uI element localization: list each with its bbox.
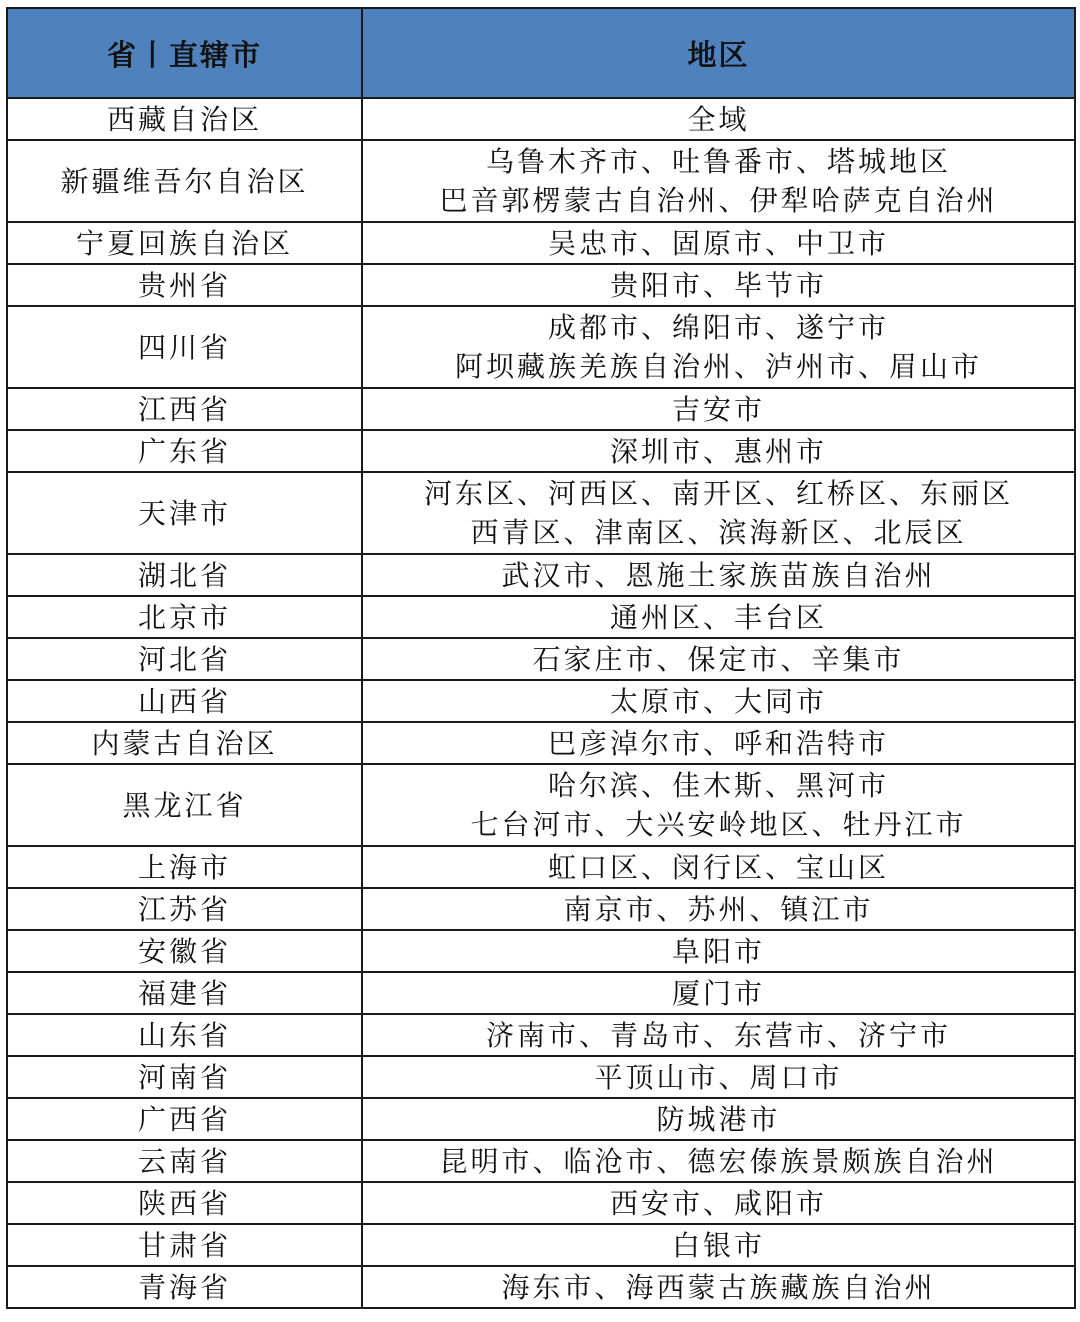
table-row	[7, 888, 1075, 930]
region-cell	[362, 930, 1075, 972]
region-line: 河东区、河西区、南开区、红桥区、东丽区	[423, 477, 1013, 510]
region-line: 武汉市、恩施土家族苗族自治州	[501, 558, 936, 592]
table-row	[7, 430, 1075, 472]
region-line: 虹口区、闵行区、宝山区	[547, 850, 889, 884]
region-cell	[362, 98, 1075, 140]
region-line: 海东市、海西蒙古族藏族自治州	[501, 1270, 936, 1304]
province-cell: 西藏自治区	[7, 98, 362, 140]
region-cell	[362, 722, 1075, 764]
region-cell	[362, 140, 1075, 222]
province-cell: 山东省	[7, 1014, 362, 1056]
table-row	[7, 306, 1075, 388]
region-cell	[362, 264, 1075, 306]
province-cell: 新疆维吾尔自治区	[7, 140, 362, 222]
table-row	[7, 472, 1075, 554]
region-line: 哈尔滨、佳木斯、黑河市	[547, 769, 889, 802]
table-row	[7, 680, 1075, 722]
province-cell: 江西省	[7, 388, 362, 430]
region-line: 乌鲁木齐市、吐鲁番市、塔城地区	[485, 145, 951, 178]
region-cell	[362, 1182, 1075, 1224]
table-row	[7, 140, 1075, 222]
table-body	[7, 98, 1075, 1308]
region-cell	[362, 554, 1075, 596]
table-row	[7, 1098, 1075, 1140]
region-line: 贵阳市、毕节市	[609, 268, 827, 302]
table-row	[7, 98, 1075, 140]
table-row	[7, 972, 1075, 1014]
region-line: 深圳市、惠州市	[609, 434, 827, 468]
province-cell: 甘肃省	[7, 1224, 362, 1266]
table-row	[7, 1266, 1075, 1308]
region-line: 全域	[687, 102, 750, 136]
table-row	[7, 1056, 1075, 1098]
table-row	[7, 264, 1075, 306]
region-line: 白银市	[671, 1228, 765, 1262]
region-line: 七台河市、大兴安岭地区、牡丹江市	[470, 808, 967, 841]
region-cell	[362, 638, 1075, 680]
region-cell	[362, 222, 1075, 264]
region-line: 太原市、大同市	[609, 684, 827, 718]
table-row	[7, 1224, 1075, 1266]
table-row	[7, 638, 1075, 680]
region-line: 阜阳市	[671, 934, 765, 968]
table-row	[7, 846, 1075, 888]
province-cell: 河北省	[7, 638, 362, 680]
table-row	[7, 554, 1075, 596]
region-cell	[362, 680, 1075, 722]
province-column-header: 省丨直辖市	[7, 8, 362, 98]
region-cell	[362, 430, 1075, 472]
province-cell: 内蒙古自治区	[7, 722, 362, 764]
table-row	[7, 1014, 1075, 1056]
province-cell: 湖北省	[7, 554, 362, 596]
region-line: 西青区、津南区、滨海新区、北辰区	[470, 516, 967, 549]
region-cell	[362, 306, 1075, 388]
region-line: 吉安市	[671, 392, 765, 426]
province-cell: 宁夏回族自治区	[7, 222, 362, 264]
region-cell	[362, 764, 1075, 846]
region-line: 平顶山市、周口市	[594, 1060, 843, 1094]
region-line: 石家庄市、保定市、辛集市	[532, 642, 905, 676]
table-row	[7, 764, 1075, 846]
province-cell: 四川省	[7, 306, 362, 388]
region-line: 防城港市	[656, 1102, 781, 1136]
region-cell	[362, 1098, 1075, 1140]
header-row	[7, 8, 1075, 98]
province-cell: 福建省	[7, 972, 362, 1014]
region-line: 巴彦淖尔市、呼和浩特市	[547, 726, 889, 760]
region-column-header: 地区	[362, 8, 1075, 98]
province-cell: 广西省	[7, 1098, 362, 1140]
region-line: 巴音郭楞蒙古自治州、伊犁哈萨克自治州	[439, 184, 998, 217]
region-cell	[362, 888, 1075, 930]
region-cell	[362, 972, 1075, 1014]
region-line: 成都市、绵阳市、遂宁市	[547, 311, 889, 344]
province-cell: 上海市	[7, 846, 362, 888]
table-row	[7, 388, 1075, 430]
region-line: 厦门市	[671, 976, 765, 1010]
province-cell: 贵州省	[7, 264, 362, 306]
province-cell: 陕西省	[7, 1182, 362, 1224]
table-header	[7, 8, 1075, 98]
province-cell: 北京市	[7, 596, 362, 638]
region-line: 阿坝藏族羌族自治州、泸州市、眉山市	[454, 350, 982, 383]
region-cell	[362, 846, 1075, 888]
region-line: 南京市、苏州、镇江市	[563, 892, 874, 926]
region-cell	[362, 1014, 1075, 1056]
region-cell	[362, 1224, 1075, 1266]
region-cell	[362, 1056, 1075, 1098]
region-line: 济南市、青岛市、东营市、济宁市	[485, 1018, 951, 1052]
province-cell: 云南省	[7, 1140, 362, 1182]
province-cell: 青海省	[7, 1266, 362, 1308]
region-line: 昆明市、临沧市、德宏傣族景颇族自治州	[439, 1144, 998, 1178]
province-cell: 江苏省	[7, 888, 362, 930]
province-cell: 天津市	[7, 472, 362, 554]
region-line: 通州区、丰台区	[609, 600, 827, 634]
region-cell	[362, 1140, 1075, 1182]
table-row	[7, 1182, 1075, 1224]
table-row	[7, 930, 1075, 972]
table-row	[7, 1140, 1075, 1182]
region-cell	[362, 388, 1075, 430]
region-line: 西安市、咸阳市	[609, 1186, 827, 1220]
region-table	[6, 7, 1076, 1309]
province-cell: 黑龙江省	[7, 764, 362, 846]
region-cell	[362, 1266, 1075, 1308]
region-cell	[362, 596, 1075, 638]
table-row	[7, 596, 1075, 638]
table-row	[7, 222, 1075, 264]
province-cell: 河南省	[7, 1056, 362, 1098]
province-cell: 安徽省	[7, 930, 362, 972]
table-row	[7, 722, 1075, 764]
province-cell: 广东省	[7, 430, 362, 472]
region-line: 吴忠市、固原市、中卫市	[547, 226, 889, 260]
region-cell	[362, 472, 1075, 554]
province-cell: 山西省	[7, 680, 362, 722]
